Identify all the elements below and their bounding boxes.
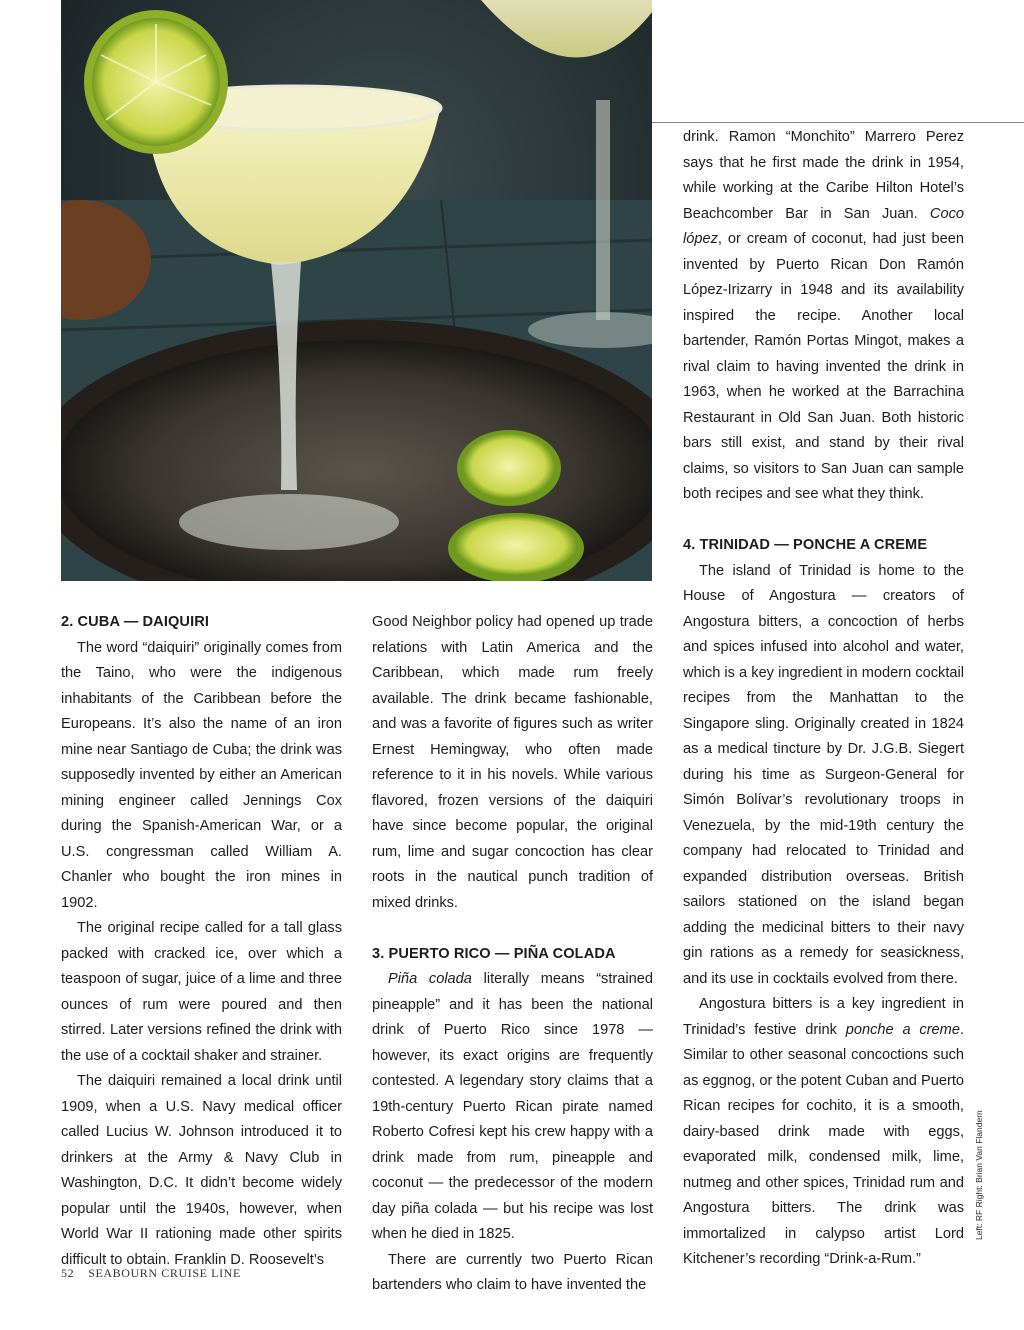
- paragraph-text: , or cream of coconut, had just been invented by Puerto Rican Don Ramón López-Irizarry in 1948 and its availability inspired the recipe. Another local bartender, Ramón Portas Mingot, makes a rival claim to having invented the drink in 1963, when he worked at the Barrachina Restaurant in Old San Juan. Both historic bars still exist, and stand by their rival claims, so visitors to San Juan can sample both recipes and see what they think.: [683, 231, 964, 502]
- photo-credit: Left: RF Right: Brian Van Flandern: [974, 1110, 984, 1240]
- publication-name: SEABOURN CRUISE LINE: [88, 1266, 241, 1280]
- paragraph: [683, 992, 964, 1273]
- paragraph-text: . Similar to other seasonal concoctions such as eggnog, or the potent Cuban and Puerto Rican recipes for cochito, it is a smooth, dairy-based drink made with eggs, evaporated milk, condensed milk, lime, nutmeg and other spices, Trinidad rum and Angostura bitters. The drink was immortalized in calypso artist Lord Kitchener’s recording “Drink-a-Rum.”: [683, 1021, 965, 1267]
- daiquiri-photo: [61, 0, 652, 581]
- paragraph: [683, 125, 964, 508]
- paragraph: [372, 967, 653, 1248]
- paragraph-text: drink. Ramon “Monchito” Marrero Perez says that he first made the drink in 1954, while working at the Caribe Hilton Hotel’s Beachcomber Bar in San Juan.: [683, 129, 964, 222]
- section-divider-rule: [652, 122, 1024, 123]
- paragraph: The original recipe called for a tall glass packed with cracked ice, over which a teaspoon of sugar, juice of a lime and three ounces of rum were poured and then stirred. Later versions refined the drink with the use of a cocktail shaker and strainer.: [61, 920, 342, 1064]
- paragraph: The island of Trinidad is home to the House of Angostura — creators of Angostura bitters, a concoction of herbs and spices infused into alcohol and water, which is a key ingredient in modern cocktail recipes from the Manhattan to the Singapore sling. Originally created in 1824 as a medical tincture by Dr. J.G.B. Siegert during his time as Surgeon-General for Simón Bolívar’s revolutionary troops in Venezuela, by the mid-19th century the company had relocated to Trinidad and expanded distribution overseas. British sailors stationed on the island began adding the medicinal bitters to their navy gin rations as a remedy for seasickness, and its use in cocktails evolved from there.: [683, 562, 964, 987]
- paragraph: The daiquiri remained a local drink until 1909, when a U.S. Navy medical officer called Lucius W. Johnson introduced it to drinkers at the Army & Navy Club in Washington, D.C. It didn’t become widely popular until the 1940s, however, when World War II rationing made other spirits difficult to obtain. Franklin D. Roosevelt’s: [61, 1073, 342, 1268]
- section-heading-cuba: 2. CUBA — DAIQUIRI: [61, 614, 210, 630]
- paragraph: There are currently two Puerto Rican bartenders who claim to have invented the: [372, 1251, 653, 1293]
- emphasis-text: Piña colada: [388, 971, 472, 987]
- paragraph-text: Angostura bitters is a key ingredient in Trinidad’s festive drink: [683, 996, 964, 1038]
- daiquiri-cocktail-photo-icon: [61, 0, 652, 581]
- page-footer: [61, 1266, 241, 1281]
- emphasis-text: Coco lópez: [683, 205, 964, 247]
- section-heading-trinidad: 4. TRINIDAD — PONCHE A CREME: [683, 537, 928, 553]
- paragraph: The word “daiquiri” originally comes from the Taino, who were the indigenous inhabitants of the Caribbean before the Europeans. It’s also the name of an iron mine near Santiago de Cuba; the drink was supposedly invented by either an American mining engineer called Jennings Cox during the Spanish-American War, or a U.S. congressman called William A. Chanler who bought the iron mines in 1902.: [61, 639, 342, 911]
- emphasis-text: ponche a creme: [845, 1021, 960, 1038]
- column-2: [372, 610, 653, 1299]
- paragraph: Good Neighbor policy had opened up trade relations with Latin America and the Caribbean, which made rum freely available. The drink became fashionable, and was a favorite of figures such as writer Ernest Hemingway, who often made reference to it in his novels. While various flavored, frozen versions of the daiquiri have since become popular, the original rum, lime and sugar concoction has clear roots in the nautical punch tradition of mixed drinks.: [372, 614, 653, 911]
- page-number: 52: [61, 1266, 75, 1280]
- paragraph-text: literally means “strained pineapple” and it has been the national drink of Puerto Rico since 1978 — however, its exact origins are frequently contested. A legendary story claims that a 19th-century Puerto Rican pirate named Roberto Cofresi kept his crew happy with a drink made from rum, pineapple and coconut — the predecessor of the modern day piña colada — but his recipe was lost when he died in 1825.: [372, 971, 653, 1242]
- section-heading-puerto-rico: 3. PUERTO RICO — PIÑA COLADA: [372, 945, 616, 962]
- column-1: [61, 610, 342, 1273]
- column-3: [683, 125, 964, 1273]
